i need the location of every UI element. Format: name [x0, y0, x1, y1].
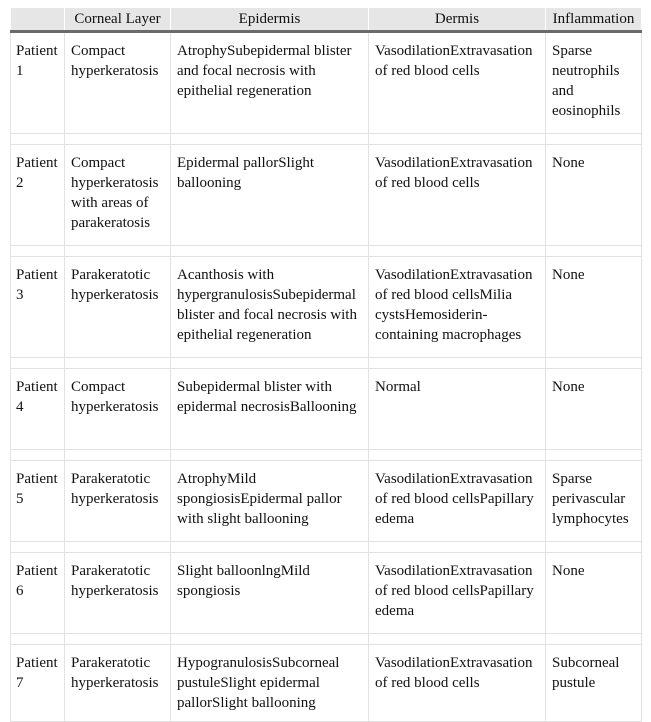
table-row	[11, 145, 642, 246]
header-epidermis: Epidermis	[171, 8, 369, 32]
cell-corneal-layer: Parakeratotic hyperkeratosis	[65, 553, 171, 634]
header-row	[11, 8, 642, 32]
table-row	[11, 645, 642, 722]
cell-dermis: VasodilationExtravasation of red blood cellsPapillary edema	[369, 553, 546, 634]
cell-dermis: Normal	[369, 369, 546, 450]
cell-corneal-layer: Compact hyperkeratosis	[65, 369, 171, 450]
histopathology-table	[10, 8, 642, 722]
cell-dermis: VasodilationExtravasation of red blood cells	[369, 645, 546, 722]
header-dermis: Dermis	[369, 8, 546, 32]
cell-inflammation: Sparse perivascular lymphocytes	[546, 461, 642, 542]
cell-epidermis: Subepidermal blister with epidermal necrosisBallooning	[171, 369, 369, 450]
row-spacer	[11, 246, 642, 257]
cell-patient: Patient 2	[11, 145, 65, 246]
cell-patient: Patient 3	[11, 257, 65, 358]
row-spacer	[11, 134, 642, 145]
row-spacer	[11, 358, 642, 369]
cell-epidermis: Acanthosis with hypergranulosisSubepidermal blister and focal necrosis with epithelial regeneration	[171, 257, 369, 358]
cell-epidermis: HypogranulosisSubcorneal pustuleSlight epidermal pallorSlight ballooning	[171, 645, 369, 722]
cell-inflammation: Subcorneal pustule	[546, 645, 642, 722]
table-row	[11, 553, 642, 634]
table-row	[11, 461, 642, 542]
cell-epidermis: AtrophySubepidermal blister and focal necrosis with epithelial regeneration	[171, 32, 369, 134]
cell-patient: Patient 4	[11, 369, 65, 450]
cell-inflammation: None	[546, 145, 642, 246]
cell-inflammation: None	[546, 369, 642, 450]
cell-patient: Patient 7	[11, 645, 65, 722]
cell-corneal-layer: Parakeratotic hyperkeratosis	[65, 257, 171, 358]
cell-patient: Patient 6	[11, 553, 65, 634]
cell-dermis: VasodilationExtravasation of red blood cellsPapillary edema	[369, 461, 546, 542]
cell-epidermis: Epidermal pallorSlight ballooning	[171, 145, 369, 246]
cell-dermis: VasodilationExtravasation of red blood cells	[369, 32, 546, 134]
table-row	[11, 369, 642, 450]
row-spacer	[11, 450, 642, 461]
cell-corneal-layer: Compact hyperkeratosis with areas of parakeratosis	[65, 145, 171, 246]
cell-corneal-layer: Compact hyperkeratosis	[65, 32, 171, 134]
cell-epidermis: AtrophyMild spongiosisEpidermal pallor with slight ballooning	[171, 461, 369, 542]
header-corneal-layer: Corneal Layer	[65, 8, 171, 32]
cell-dermis: VasodilationExtravasation of red blood cells	[369, 145, 546, 246]
row-spacer	[11, 634, 642, 645]
cell-inflammation: Sparse neutrophils and eosinophils	[546, 32, 642, 134]
cell-corneal-layer: Parakeratotic hyperkeratosis	[65, 645, 171, 722]
cell-inflammation: None	[546, 553, 642, 634]
cell-patient: Patient 5	[11, 461, 65, 542]
cell-dermis: VasodilationExtravasation of red blood cellsMilia cystsHemosiderin-containing macrophages	[369, 257, 546, 358]
cell-epidermis: Slight balloonlngMild spongiosis	[171, 553, 369, 634]
header-patient	[11, 8, 65, 32]
cell-inflammation: None	[546, 257, 642, 358]
cell-corneal-layer: Parakeratotic hyperkeratosis	[65, 461, 171, 542]
cell-patient: Patient 1	[11, 32, 65, 134]
row-spacer	[11, 542, 642, 553]
header-inflammation: Inflammation	[546, 8, 642, 32]
table-body	[11, 32, 642, 722]
table-row	[11, 257, 642, 358]
table-row	[11, 32, 642, 134]
table-header	[11, 8, 642, 32]
